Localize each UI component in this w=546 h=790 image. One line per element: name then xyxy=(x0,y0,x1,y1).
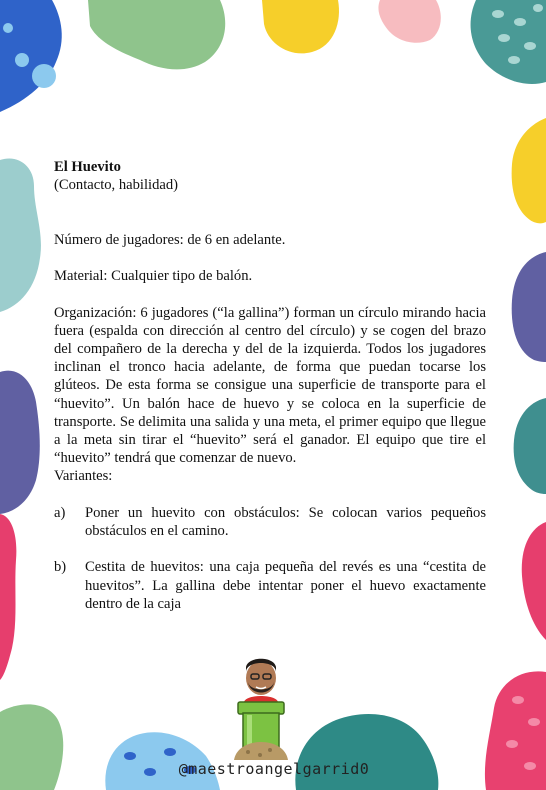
avatar-in-pipe-icon xyxy=(230,652,292,760)
blob-left-light-teal xyxy=(0,158,41,312)
blob-bottom-left-green xyxy=(0,704,63,790)
blob-right-purple xyxy=(512,252,546,362)
spacer xyxy=(54,249,486,267)
variant-item-a xyxy=(54,504,486,540)
spacer xyxy=(54,285,486,303)
document-subtitle: (Contacto, habilidad) xyxy=(54,177,179,194)
document-body xyxy=(54,158,486,613)
blob-top-yellow xyxy=(262,0,339,53)
variant-marker: b) xyxy=(54,559,67,576)
blob-top-left-blue xyxy=(0,0,62,112)
author-credit: @maestroangelgarrid0 xyxy=(178,760,370,778)
blob-top-right-teal xyxy=(471,0,546,84)
spacer xyxy=(54,486,486,504)
spacer xyxy=(54,194,486,230)
blob-left-purple xyxy=(0,371,40,514)
variant-item-b xyxy=(54,558,486,613)
dot xyxy=(15,53,29,67)
blob-top-green xyxy=(88,0,225,69)
blob-right-pink xyxy=(522,522,546,640)
variant-text: Cestita de huevitos: una caja pequeña del revés es una “cestita de huevitos”. La gallina debe intentar poner el huevo exactamente dentro de la caja xyxy=(85,559,486,612)
blob-left-pink xyxy=(0,514,16,680)
dot xyxy=(32,64,56,88)
blob-right-yellow xyxy=(512,118,546,223)
variant-text: Poner un huevito con obstáculos: Se colocan varios pequeños obstáculos en el camino. xyxy=(85,504,486,539)
document-title: El Huevito xyxy=(54,159,121,175)
organization-paragraph: Organización: 6 jugadores (“la gallina”) forman un círculo mirando hacia fuera (espalda con dirección al centro del círculo) y se cogen del brazo del compañero de la derecha y del de la izquierda. Todos los jugadores inclinan el tronco hacia adelante, de forma que puedan tocarse los glúteos. De esta forma se consigue una superficie de transporte para el “huevito”. Un balón hace de huevo y se coloca en la superficie de transporte. Se delimita una salida y una meta, el primer equipo que llegue a la meta sin tirar el “huevito” será el ganador. El equipo que tire el “huevito” tendrá que comenzar de nuevo. xyxy=(54,304,486,467)
blob-right-teal xyxy=(514,398,546,494)
variant-marker: a) xyxy=(54,504,66,521)
material-line: Material: Cualquier tipo de balón. xyxy=(54,268,253,285)
variants-label: Variantes: xyxy=(54,468,113,485)
spacer xyxy=(54,540,486,558)
blob-bottom-right-magenta xyxy=(485,671,546,790)
blob-bottom-teal xyxy=(295,714,438,790)
blob-top-pink xyxy=(378,0,440,43)
dot xyxy=(3,23,13,33)
players-line: Número de jugadores: de 6 en adelante. xyxy=(54,231,286,248)
